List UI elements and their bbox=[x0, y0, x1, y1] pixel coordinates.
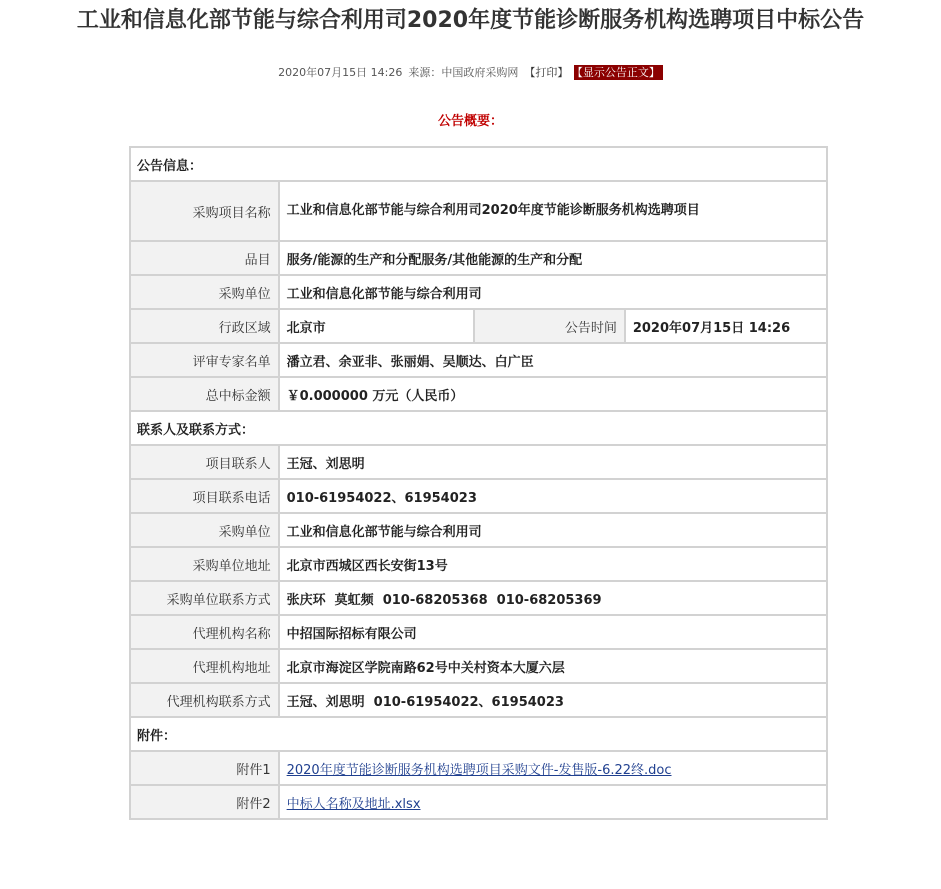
meta-bar bbox=[0, 64, 941, 80]
purchaser-value: 工业和信息化部节能与综合利用司 bbox=[279, 275, 827, 309]
table-row bbox=[130, 785, 827, 819]
section-heading-info: 公告信息： bbox=[130, 147, 827, 181]
attachment-cell bbox=[279, 751, 827, 785]
agency-contact-value: 王冠、刘思明 010-61954022、61954023 bbox=[279, 683, 827, 717]
table-row bbox=[130, 241, 827, 275]
agency-name-value: 中招国际招标有限公司 bbox=[279, 615, 827, 649]
contact-purchaser-value: 工业和信息化部节能与综合利用司 bbox=[279, 513, 827, 547]
project-name-value bbox=[279, 181, 827, 241]
row-label: 采购单位 bbox=[130, 513, 279, 547]
section-heading-contact: 联系人及联系方式： bbox=[130, 411, 827, 445]
row-label: 代理机构名称 bbox=[130, 615, 279, 649]
table-row bbox=[130, 479, 827, 513]
section-heading-attachments: 附件： bbox=[130, 717, 827, 751]
source-text: 来源：中国政府采购网 bbox=[408, 66, 519, 79]
row-label: 附件1 bbox=[130, 751, 279, 785]
table-row bbox=[130, 649, 827, 683]
row-label: 代理机构联系方式 bbox=[130, 683, 279, 717]
table-row bbox=[130, 513, 827, 547]
row-label: 采购项目名称 bbox=[130, 181, 279, 241]
purchaser-contact-value: 张庆环 莫虹频 010-68205368 010-68205369 bbox=[279, 581, 827, 615]
row-label: 采购单位地址 bbox=[130, 547, 279, 581]
project-name-text: 工业和信息化部节能与综合利用司2020年度节能诊断服务机构选聘项目 bbox=[286, 203, 700, 218]
table-row bbox=[130, 343, 827, 377]
experts-value: 潘立君、余亚非、张丽娟、吴顺达、白广臣 bbox=[279, 343, 827, 377]
region-value: 北京市 bbox=[279, 309, 474, 343]
publish-datetime: 2020年07月15日 14:26 bbox=[278, 66, 403, 79]
attachment-1-link[interactable]: 2020年度节能诊断服务机构选聘项目采购文件-发售版-6.22终.doc bbox=[286, 762, 672, 778]
table-row bbox=[130, 717, 827, 751]
row-label: 公告时间 bbox=[474, 309, 625, 343]
table-row bbox=[130, 581, 827, 615]
table-row bbox=[130, 751, 827, 785]
amount-value: ￥0.000000 万元（人民币） bbox=[279, 377, 827, 411]
row-label: 代理机构地址 bbox=[130, 649, 279, 683]
row-label: 采购单位联系方式 bbox=[130, 581, 279, 615]
purchaser-address-value: 北京市西城区西长安街13号 bbox=[279, 547, 827, 581]
announce-time-value: 2020年07月15日 14:26 bbox=[625, 309, 827, 343]
agency-address-value: 北京市海淀区学院南路62号中关村资本大厦六层 bbox=[279, 649, 827, 683]
category-value: 服务/能源的生产和分配服务/其他能源的生产和分配 bbox=[279, 241, 827, 275]
table-row bbox=[130, 147, 827, 181]
page-title: 工业和信息化部节能与综合利用司2020年度节能诊断服务机构选聘项目中标公告 bbox=[76, 8, 865, 33]
row-label: 品目 bbox=[130, 241, 279, 275]
attachment-2-link[interactable]: 中标人名称及地址.xlsx bbox=[286, 796, 421, 812]
row-label: 项目联系电话 bbox=[130, 479, 279, 513]
row-label: 行政区域 bbox=[130, 309, 279, 343]
table-row bbox=[130, 377, 827, 411]
summary-heading: 公告概要： bbox=[437, 114, 503, 129]
table-row bbox=[130, 411, 827, 445]
show-full-text-button[interactable]: 【显示公告正文】 bbox=[574, 65, 663, 80]
project-phone-value: 010-61954022、61954023 bbox=[279, 479, 827, 513]
row-label: 总中标金额 bbox=[130, 377, 279, 411]
table-row bbox=[130, 615, 827, 649]
table-row bbox=[130, 309, 827, 343]
row-label: 项目联系人 bbox=[130, 445, 279, 479]
table-row bbox=[130, 445, 827, 479]
announcement-table bbox=[129, 146, 828, 820]
attachment-cell bbox=[279, 785, 827, 819]
row-label: 采购单位 bbox=[130, 275, 279, 309]
row-label: 评审专家名单 bbox=[130, 343, 279, 377]
print-link[interactable]: 【打印】 bbox=[524, 66, 569, 79]
row-label: 附件2 bbox=[130, 785, 279, 819]
table-row bbox=[130, 547, 827, 581]
table-row bbox=[130, 181, 827, 241]
table-row bbox=[130, 683, 827, 717]
table-row bbox=[130, 275, 827, 309]
project-contact-value: 王冠、刘思明 bbox=[279, 445, 827, 479]
